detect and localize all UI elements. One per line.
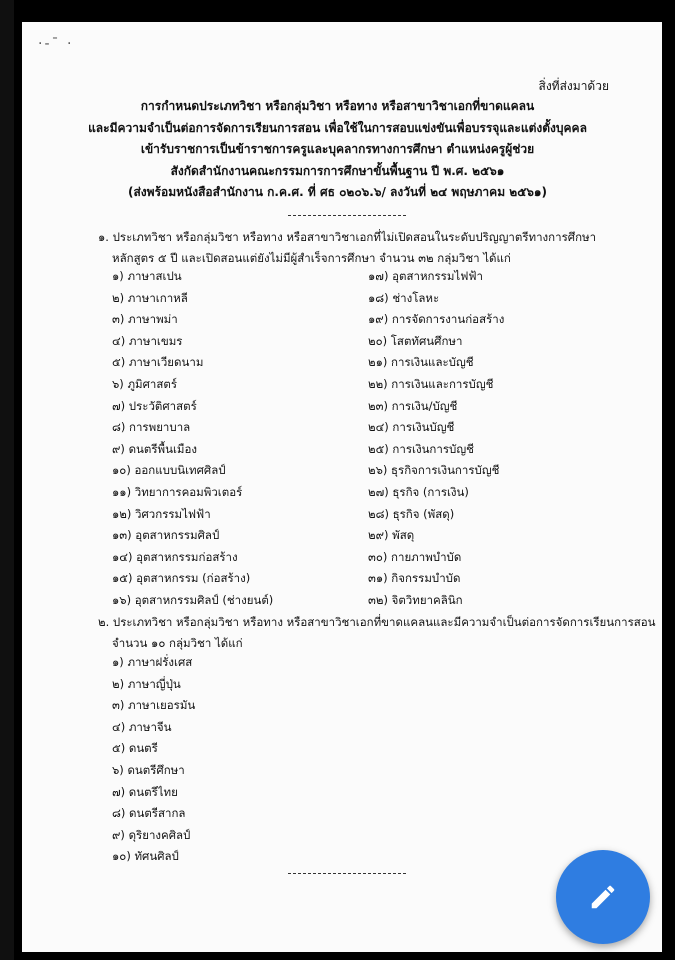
section-1-title-line2: หลักสูตร ๕ ปี และเปิดสอนแต่ยังไม่มีผู้สำเร็จการศึกษา จำนวน ๓๒ กลุ่มวิชา ได้แก่ <box>112 251 511 265</box>
list-item: ๕) ดนตรี <box>112 741 158 756</box>
list-item: ๑๖) อุตสาหกรรมศิลป์ (ช่างยนต์) <box>112 592 274 607</box>
list-item: ๔) ภาษาเขมร <box>112 333 183 348</box>
section-1-right-list <box>368 266 504 612</box>
list-item: ๓) ภาษาเยอรมัน <box>112 698 196 713</box>
list-item: ๒๒) การเงินและการบัญชี <box>368 376 494 391</box>
section-1-title-line1: ๑. ประเภทวิชา หรือกลุ่มวิชา หรือทาง หรือสาขาวิชาเอกที่ไม่เปิดสอนในระดับปริญญาตรีทางการศึกษา <box>98 230 597 244</box>
section-2-title-line2: จำนวน ๑๐ กลุ่มวิชา ได้แก่ <box>112 636 243 650</box>
list-item: ๑๘) ช่างโลหะ <box>368 290 440 305</box>
pen-mark-scribble: ·-ˉ · <box>38 36 74 52</box>
list-item: ๑๓) อุตสาหกรรมศิลป์ <box>112 528 220 543</box>
section-2-list <box>112 652 195 868</box>
list-item: ๖) ดนตรีศึกษา <box>112 762 185 777</box>
list-item: ๔) ภาษาจีน <box>112 719 172 734</box>
list-item: ๒๙) พัสดุ <box>368 528 415 543</box>
attachment-note: สิ่งที่ส่งมาด้วย <box>538 79 609 93</box>
section-2-title-line1: ๒. ประเภทวิชา หรือกลุ่มวิชา หรือทาง หรือสาขาวิชาเอกที่ขาดแคลนและมีความจำเป็นต่อการจัดการเรียนการสอน <box>98 615 656 629</box>
section-1-title <box>98 227 618 269</box>
list-item: ๕) ภาษาเวียดนาม <box>112 355 204 370</box>
footer-divider <box>288 873 406 874</box>
list-item: ๙) ดุริยางคศิลป์ <box>112 827 191 842</box>
list-item: ๘) ดนตรีสากล <box>112 806 186 821</box>
edit-fab-button[interactable] <box>556 850 650 944</box>
list-item: ๑๐) ออกแบบนิเทศศิลป์ <box>112 463 226 478</box>
list-item: ๓๒) จิตวิทยาคลินิก <box>368 592 463 607</box>
list-item: ๒) ภาษาญี่ปุ่น <box>112 676 181 691</box>
header-line: และมีความจำเป็นต่อการจัดการเรียนการสอน เพื่อใช้ในการสอบแข่งขันเพื่อบรรจุและแต่งตั้งบุคคล <box>88 120 587 135</box>
list-item: ๑) ภาษาฝรั่งเศส <box>112 655 193 669</box>
header-line: เข้ารับราชการเป็นข้าราชการครูและบุคลากรทางการศึกษา ตำแหน่งครูผู้ช่วย <box>140 142 535 156</box>
list-item: ๒๖) ธุรกิจการเงินการบัญชี <box>368 463 500 478</box>
list-item: ๑๔) อุตสาหกรรมก่อสร้าง <box>112 549 238 564</box>
list-item: ๒๔) การเงินบัญชี <box>368 420 455 435</box>
list-item: ๒๑) การเงินและบัญชี <box>368 355 474 370</box>
list-item: ๙) ดนตรีพื้นเมือง <box>112 441 198 456</box>
list-item: ๒๗) ธุรกิจ (การเงิน) <box>368 484 469 499</box>
list-item: ๑๗) อุตสาหกรรมไฟฟ้า <box>368 269 483 283</box>
list-item: ๒๘) ธุรกิจ (พัสดุ) <box>368 506 455 521</box>
photo-dark-edge <box>0 0 14 960</box>
list-item: ๓๐) กายภาพบำบัด <box>368 549 462 564</box>
list-item: ๘) การพยาบาล <box>112 420 191 435</box>
list-item: ๑๙) การจัดการงานก่อสร้าง <box>368 312 505 327</box>
list-item: ๑๐) ทัศนศิลป์ <box>112 849 179 864</box>
list-item: ๗) ประวัติศาสตร์ <box>112 398 197 413</box>
list-item: ๒๓) การเงิน/บัญชี <box>368 398 458 413</box>
list-item: ๑๕) อุตสาหกรรม (ก่อสร้าง) <box>112 571 251 586</box>
list-item: ๓) ภาษาพม่า <box>112 312 178 327</box>
list-item: ๓๑) กิจกรรมบำบัด <box>368 571 461 586</box>
list-item: ๑๒) วิศวกรรมไฟฟ้า <box>112 506 211 521</box>
list-item: ๗) ดนตรีไทย <box>112 784 178 799</box>
header-divider <box>288 215 406 216</box>
section-1-left-list <box>112 266 273 612</box>
section-2-title <box>98 612 656 654</box>
header-line: (ส่งพร้อมหนังสือสำนักงาน ก.ค.ศ. ที่ ศธ ๐๒๐๖.๖/ ลงวันที่ ๒๔ พฤษภาคม ๒๕๖๑) <box>127 185 547 199</box>
list-item: ๑๑) วิทยาการคอมพิวเตอร์ <box>112 484 243 499</box>
list-item: ๑) ภาษาสเปน <box>112 269 182 283</box>
list-item: ๒๐) โสตทัศนศึกษา <box>368 333 463 348</box>
list-item: ๖) ภูมิศาสตร์ <box>112 376 178 391</box>
pencil-icon <box>588 882 618 912</box>
header-line: สังกัดสำนักงานคณะกรรมการการศึกษาขั้นพื้นฐาน ปี พ.ศ. ๒๕๖๑ <box>170 163 505 178</box>
list-item: ๒๕) การเงินการบัญชี <box>368 441 474 456</box>
list-item: ๒) ภาษาเกาหลี <box>112 290 188 305</box>
document-header <box>60 96 615 204</box>
header-line: การกำหนดประเภทวิชา หรือกลุ่มวิชา หรือทาง หรือสาขาวิชาเอกที่ขาดแคลน <box>140 99 535 113</box>
